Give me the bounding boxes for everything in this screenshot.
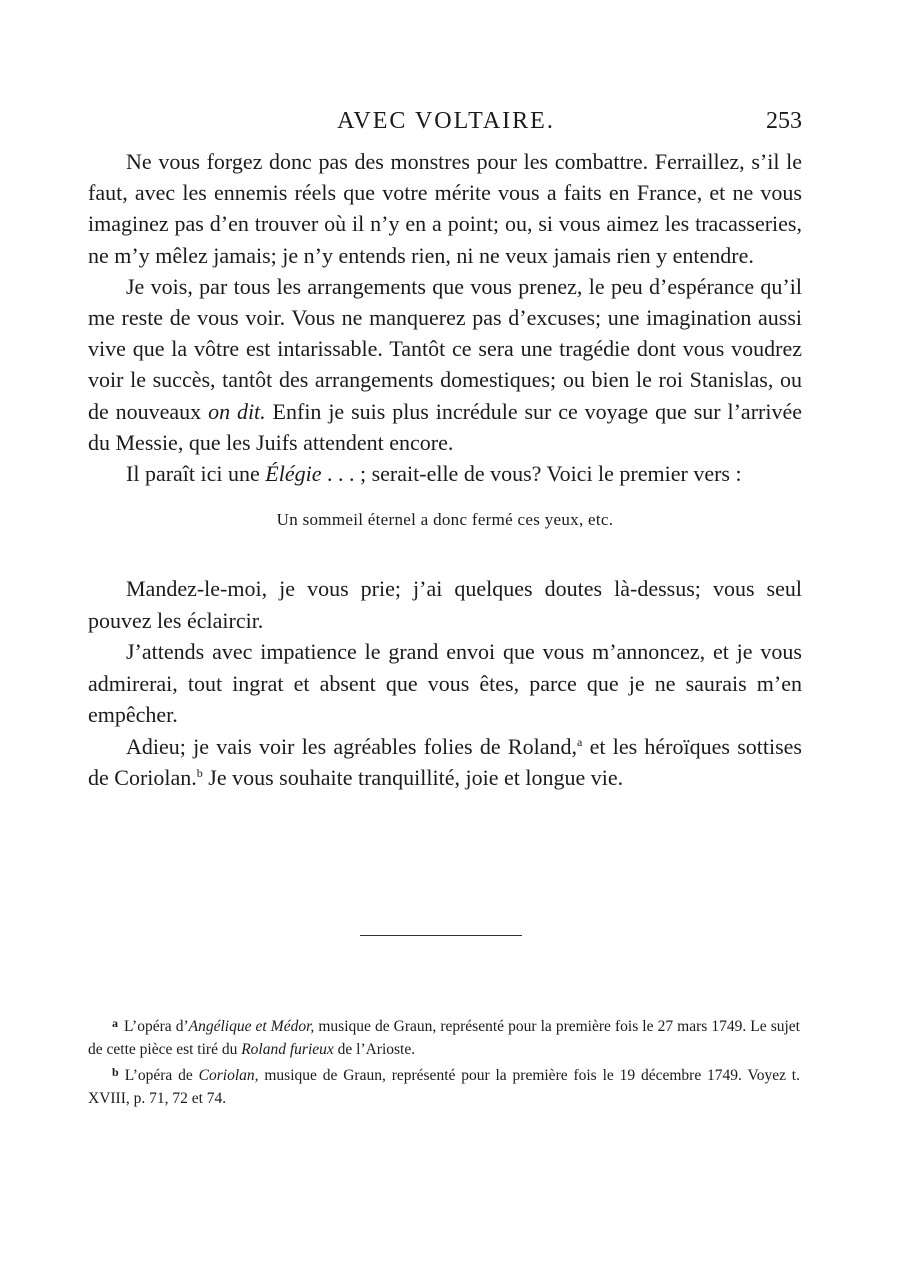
footnote-ref-a[interactable]: a: [576, 734, 583, 749]
footnote-b-title: Coriolan,: [198, 1067, 259, 1084]
paragraph-3-text-a: Il paraît ici une: [126, 461, 266, 487]
footnotes: [88, 1012, 800, 1110]
page-number: 253: [766, 108, 802, 134]
running-title: AVEC VOLTAIRE.: [337, 108, 555, 134]
footnote-a-text-c: de l’Arioste.: [333, 1040, 416, 1058]
paragraph-5: J’attends avec impatience le grand envoi que vous m’annoncez, et je vous admirerai, tout ingrat et absent que vous êtes, parce que je ne saurais m’en empêcher.: [88, 639, 802, 728]
quoted-verse: Un sommeil éternel a donc fermé ces yeux, etc.: [276, 510, 614, 530]
paragraph-2: [88, 271, 802, 458]
paragraph-3: [88, 458, 802, 489]
paragraph-6-text-a: Adieu; je vais voir les agréables folies de Roland,: [126, 733, 577, 759]
letter-body: [88, 146, 802, 794]
paragraph-2-emphasis: on dit.: [208, 398, 266, 424]
paragraph-6-text-b: et les héroïques sottises de Coriolan.: [88, 733, 802, 791]
paragraph-6-text-c: Je vous souhaite tranquillité, joie et longue vie.: [202, 765, 624, 791]
footnote-b-text-a: L’opéra de: [124, 1067, 199, 1084]
paragraph-1: Ne vous forgez donc pas des monstres pour les combattre. Ferraillez, s’il le faut, avec les ennemis réels que votre mérite vous a faits en France, et ne vous imaginez pas d’en trouver où il n’y en a point; ou, si vous aimez les tracasseries, ne m’y mêlez jamais; je n’y entends rien, ni ne veux jamais rien y entendre.: [88, 149, 802, 268]
footnote-a: [88, 1012, 800, 1061]
footnote-ref-b[interactable]: b: [196, 766, 203, 781]
paragraph-3-emphasis: Élégie: [265, 461, 322, 487]
footnote-b-text-b: musique de Graun, représenté pour la première fois le 19 décembre 1749. Voyez t. XVIII, p. 71, 72 et 74.: [88, 1067, 800, 1107]
footnote-a-source-title: Roland furieux: [241, 1040, 334, 1058]
footnote-b: [88, 1061, 800, 1110]
footnote-a-title: Angélique et Médor,: [188, 1018, 315, 1035]
footnote-marker: a: [112, 1016, 118, 1030]
paragraph-2-text-a: Je vois, par tous les arrangements que vous prenez, le peu d’espérance qu’il me reste de vous voir. Vous ne manquerez pas d’excuses; une imagination aussi vive que la vôtre est intarissable. Tantôt ce sera une tragédie dont vous voudrez voir le succès, tantôt des arrangements domestiques; ou bien le roi Stanislas, ou de nouveaux: [88, 273, 802, 424]
separator-rule: [360, 935, 522, 936]
paragraph-4: Mandez-le-moi, je vous prie; j’ai quelques doutes là-dessus; vous seul pouvez les éclaircir.: [88, 576, 802, 633]
footnote-a-text-b: musique de Graun, représenté pour la première fois le 27 mars 1749. Le sujet de cette pièce est tiré du: [88, 1018, 800, 1058]
running-head: [90, 108, 802, 138]
paragraph-3-text-b: . . . ; serait-elle de vous? Voici le premier vers :: [321, 461, 742, 487]
footnote-marker: b: [112, 1065, 119, 1079]
paragraph-2-text-b: Enfin je suis plus incrédule sur ce voyage que sur l’arrivée du Messie, que les Juifs attendent encore.: [88, 398, 802, 455]
footnote-a-text-a: L’opéra d’: [124, 1018, 189, 1035]
paragraph-6: [88, 731, 802, 794]
